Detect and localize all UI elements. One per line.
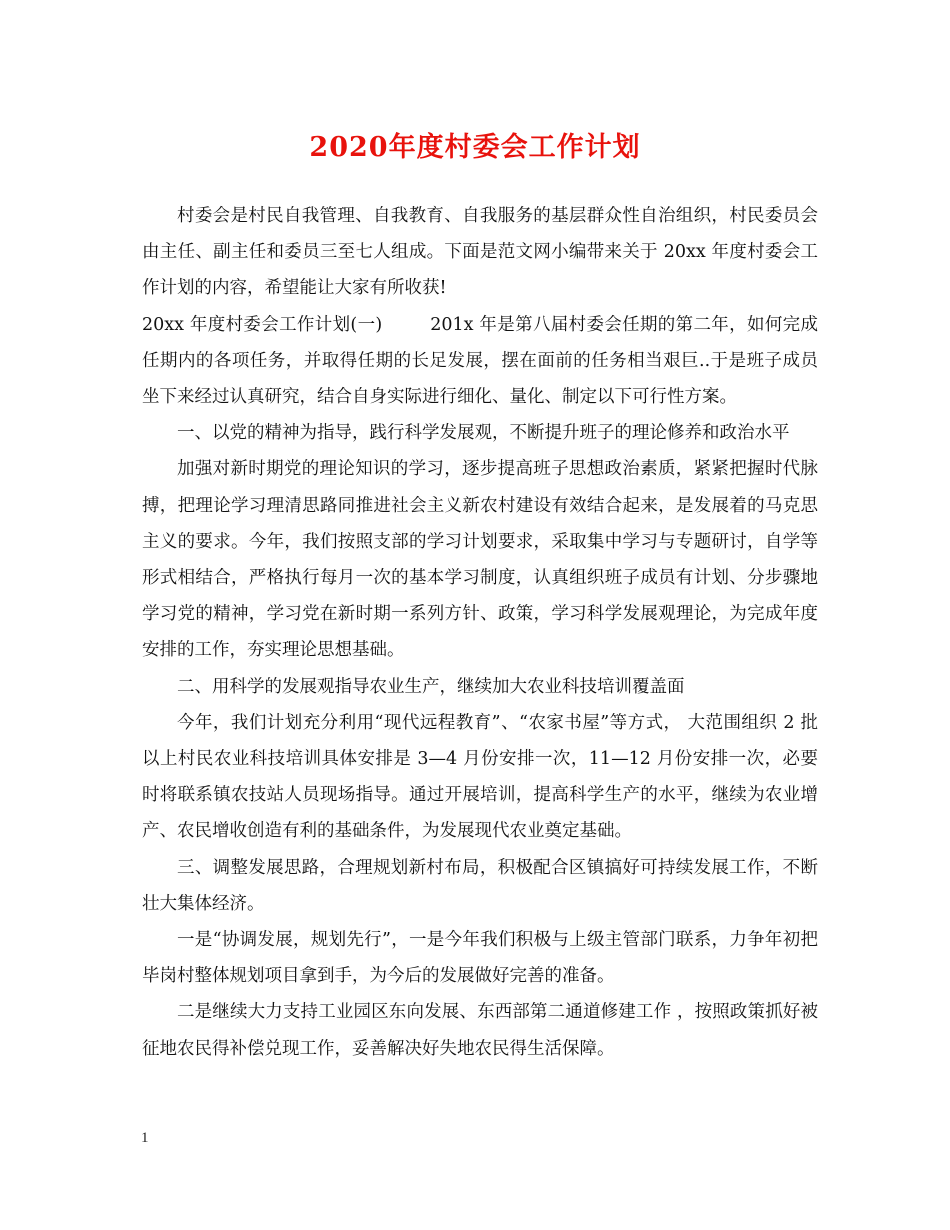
page-number: 1 bbox=[141, 1130, 149, 1146]
document-title: 2020年度村委会工作计划 bbox=[309, 132, 641, 163]
heading-one: 一、以党的精神为指导，践行科学发展观，不断提升班子的理论修养和政治水平 bbox=[177, 423, 790, 444]
document-body bbox=[142, 198, 818, 1067]
intro-paragraph: 村委会是村民自我管理、自我教育、自我服务的基层群众性自治组织，村民委员会由主任、副主任和委员三至七人组成。下面是范文网小编带来关于 20xx 年度村委会工作计划的内容，希望能让大家有所收获! bbox=[142, 206, 818, 299]
section-one-paragraph bbox=[142, 307, 818, 416]
paragraph-theory-study: 加强对新时期党的理论知识的学习，逐步提高班子思想政治素质，紧紧把握时代脉搏，把理论学习理清思路同推进社会主义新农村建设有效结合起来，是发展着的马克思主义的要求。今年，我们按照支部的学习计划要求，采取集中学习与专题研讨，自学等形式相结合，严格执行每月一次的基本学习制度，认真组织班子成员有计划、分步骤地学习党的精神，学习党在新时期一系列方针、政策，学习科学发展观理论，为完成年度安排的工作，夯实理论思想基础。 bbox=[142, 459, 818, 661]
section-one-heading: 20xx 年度村委会工作计划(一) bbox=[142, 314, 383, 335]
section-one-text: 201x 年是第八届村委会任期的第二年，如何完成任期内的各项任务，并取得任期的长足发展，摆在面前的任务相当艰巨..于是班子成员坐下来经过认真研究，结合自身实际进行细化、量化、制定以下可行性方案。 bbox=[142, 314, 818, 408]
paragraph-planning: 一是“协调发展，规划先行”，一是今年我们积极与上级主管部门联系，力争年初把毕岗村整体规划项目拿到手，为今后的发展做好完善的准备。 bbox=[142, 930, 818, 987]
paragraph-training: 今年，我们计划充分利用“现代远程教育”、“农家书屋”等方式， 大范围组织 2 批以上村民农业科技培训具体安排是 3—4 月份安排一次，11—12 月份安排一次，必要时将联系镇农技站人员现场指导。通过开展培训，提高科学生产的水平，继续为农业增产、农民增收创造有利的基础条件，为发展现代农业奠定基础。 bbox=[142, 712, 818, 842]
heading-three: 三、调整发展思路，合理规划新村布局，积极配合区镇搞好可持续发展工作，不断壮大集体经济。 bbox=[142, 857, 818, 914]
heading-two: 二、用科学的发展观指导农业生产，继续加大农业科技培训覆盖面 bbox=[177, 676, 685, 697]
paragraph-industrial-park: 二是继续大力支持工业园区东向发展、东西部第二通道修建工作 ，按照政策抓好被征地农民得补偿兑现工作，妥善解决好失地农民得生活保障。 bbox=[142, 1002, 818, 1059]
